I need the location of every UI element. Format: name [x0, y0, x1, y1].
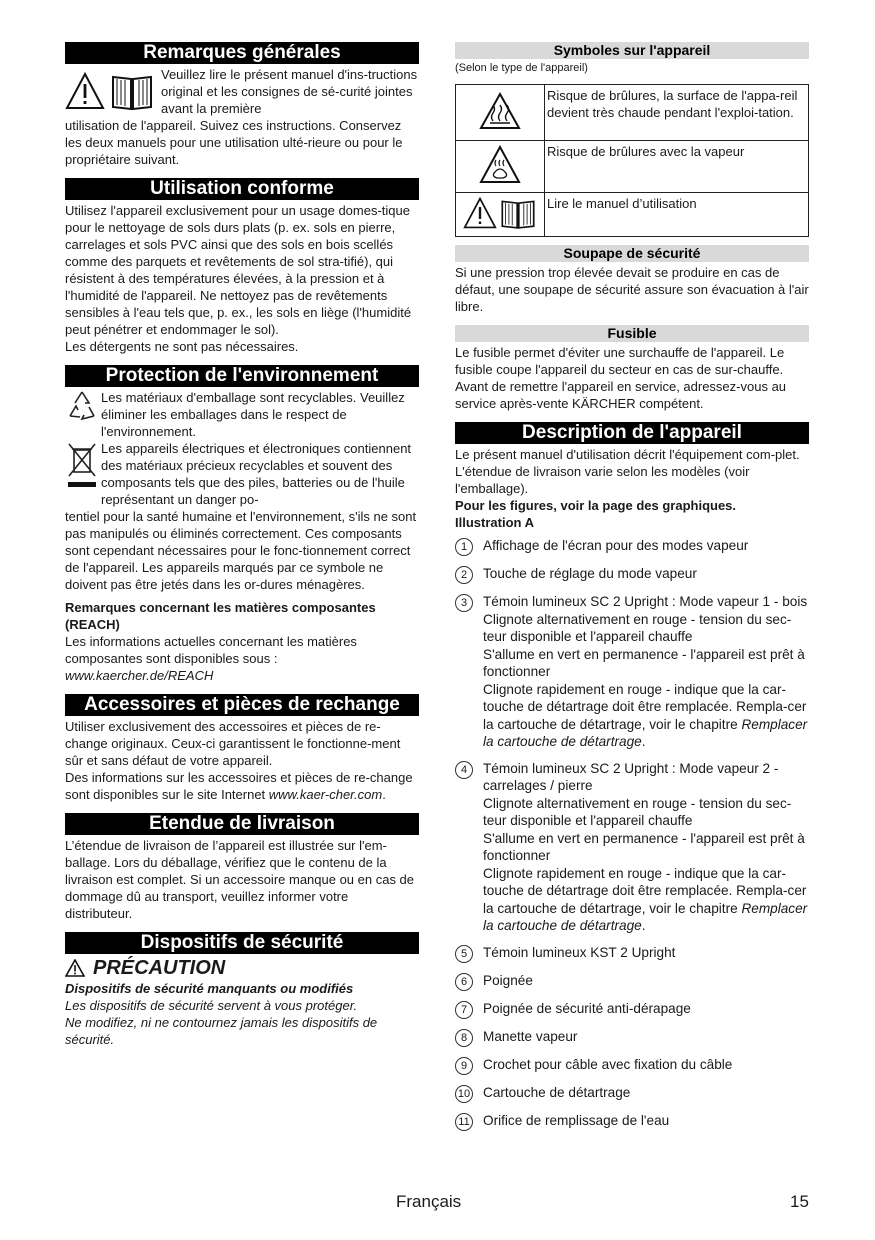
reach-link[interactable]: www.kaercher.de/REACH: [65, 668, 214, 683]
item-number: 8: [455, 1029, 473, 1047]
weee-rest-text: tentiel pour la santé humaine et l'environnement, s'ils ne sont pas manipulés ou éliminés correctement. Ces composants sont cependant nécessaires pour le fonc-tionnement correct de l'appareil. Les appareils marqués par ce symbole ne doivent pas être jetés dans les or-dures ménagères.: [65, 509, 417, 592]
item-number: 10: [455, 1085, 473, 1103]
list-item: 11 Orifice de remplissage de l'eau: [455, 1112, 809, 1131]
symbol-text-steam: Risque de brûlures avec la vapeur: [545, 141, 809, 193]
list-item: 3 Témoin lumineux SC 2 Upright : Mode vapeur 1 - bois Clignote alternativement en rouge - tension du sec-teur disponible et l'appareil chauffe S'allume en vert en permanence - l'appareil est prêt à fonctionner Clignote rapidement en rouge - indique que la car-touche de détartrage doit être remplacée. Rempla-cer la cartouche de détartrage, voir le chapitre Remplacer la cartouche de détartrage.: [455, 593, 809, 751]
hot-surface-icon: [478, 91, 522, 131]
list-item: 10 Cartouche de détartrage: [455, 1084, 809, 1103]
reach-title: Remarques concernant les matières composantes (REACH): [65, 600, 376, 632]
recycle-icon: [65, 389, 99, 423]
kaercher-link[interactable]: www.kaer-cher.com: [268, 787, 383, 802]
item-number: 3: [455, 594, 473, 612]
list-item: 5 Témoin lumineux KST 2 Upright: [455, 944, 809, 963]
list-item: 9 Crochet pour câble avec fixation du câble: [455, 1056, 809, 1075]
read-manual-icon: [109, 71, 155, 111]
fusible-p1: Le fusible permet d'éviter une surchauffe de l'appareil. Le fusible coupe l'appareil du secteur en cas de sur-chauffe.: [455, 345, 785, 377]
chapter-reference: Remplacer la cartouche de détartrage: [483, 900, 808, 933]
list-item: 4 Témoin lumineux SC 2 Upright : Mode vapeur 2 - carrelages / pierre Clignote alternativement en rouge - tension du sec-teur disponible et l'appareil chauffe S'allume en vert en permanence - l'appareil est prêt à fonctionner Clignote rapidement en rouge - indique que la car-touche de détartrage doit être remplacée. Rempla-cer la cartouche de détartrage, voir le chapitre Remplacer la cartouche de détartrage.: [455, 760, 809, 935]
utilisation-p2: Les détergents ne sont pas nécessaires.: [65, 339, 299, 354]
list-item: 7 Poignée de sécurité anti-dérapage: [455, 1000, 809, 1019]
fusible-p2: Avant de remettre l'appareil en service, adressez-vous au service après-vente KÄRCHER compétent.: [455, 379, 787, 411]
component-list: [455, 537, 809, 1131]
item-number: 4: [455, 761, 473, 779]
symbol-row: [456, 85, 809, 141]
section-title-accessoires: Accessoires et pièces de rechange: [65, 694, 419, 716]
recycle-row: [65, 389, 419, 440]
caution-triangle-icon: [65, 959, 85, 977]
description-illustration: Illustration A: [455, 515, 534, 530]
left-column: [65, 42, 419, 1048]
section-title-etendue: Etendue de livraison: [65, 813, 419, 835]
list-item: 8 Manette vapeur: [455, 1028, 809, 1047]
etendue-text: L’étendue de livraison de l’appareil est illustrée sur l'em-ballage. Lors du déballage, vérifiez que le contenu de la livraison est complet. Si un accessoire manque ou en cas de dommage dû au transport, veuillez informer votre distributeur.: [65, 838, 415, 921]
section-title-symboles: Symboles sur l'appareil: [455, 42, 809, 59]
section-title-remarques: Remarques générales: [65, 42, 419, 64]
weee-intro-text: Les appareils électriques et électroniques contiennent des matériaux précieux recyclables et souvent des composants tels que des piles, batteries ou de l'huile représentant un danger po-: [101, 441, 412, 507]
symbol-row: [456, 193, 809, 237]
section-title-environnement: Protection de l'environnement: [65, 365, 419, 387]
list-item: 2 Touche de réglage du mode vapeur: [455, 565, 809, 584]
reach-text: Les informations actuelles concernant les matières composantes sont disponibles sous : www.kaercher.de/REACH: [65, 634, 357, 683]
symbol-row: [456, 141, 809, 193]
warning-triangle-icon: [65, 71, 105, 111]
page-footer: [0, 1192, 875, 1216]
description-figures: Pour les figures, voir la page des graphiques.: [455, 498, 737, 513]
item-number: 2: [455, 566, 473, 584]
remarques-icons: [65, 66, 161, 116]
read-manual-icon: [499, 196, 537, 230]
item-number: 9: [455, 1057, 473, 1075]
symboles-note: (Selon le type de l'appareil): [455, 62, 588, 74]
remarques-intro-text: Veuillez lire le présent manuel d'ins-tructions original et les consignes de sé-curité jointes avant la première: [161, 67, 418, 116]
item-number: 7: [455, 1001, 473, 1019]
description-intro: Le présent manuel d'utilisation décrit l'équipement com-plet. L'étendue de livraison varie selon les modèles (voir l'emballage).: [455, 447, 800, 496]
warning-triangle-icon: [463, 196, 497, 230]
section-title-fusible: Fusible: [455, 325, 809, 342]
item-number: 5: [455, 945, 473, 963]
caution-line-2: Ne modifiez, ni ne contournez jamais les dispositifs de sécurité.: [65, 1015, 378, 1047]
list-item: 6 Poignée: [455, 972, 809, 991]
weee-row: [65, 440, 419, 508]
remarques-text: utilisation de l'appareil. Suivez ces instructions. Conservez les deux manuels pour une utilisation ulté-rieure ou pour le propriétaire suivant.: [65, 118, 403, 167]
section-title-soupape: Soupape de sécurité: [455, 245, 809, 262]
symbol-text-hot-surface: Risque de brûlures, la surface de l'appa-reil devient très chaude pendant l'exploi-tation.: [545, 85, 809, 141]
list-item: 1 Affichage de l'écran pour des modes vapeur: [455, 537, 809, 556]
remarques-intro: [65, 66, 419, 117]
caution-line-1: Les dispositifs de sécurité servent à vous protéger.: [65, 998, 358, 1013]
right-column: [455, 42, 809, 1140]
crossed-bin-icon: [65, 440, 99, 490]
symbols-table: [455, 84, 809, 237]
utilisation-p1: Utilisez l'appareil exclusivement pour un usage domes-tique pour le nettoyage de sols durs plats (p. ex. sols en pierre, carrelages et sols PVC ainsi que des sols en bois scellés comme des parquets et revêtements de sol stra-tifié), qui résistent à des températures élevées, à la pression et à l'humidité de l'appareil. Ne nettoyez pas de revêtements sensibles à l'eau tels que, p. ex., les sols en liège (l'humidité peut pénétrer et endommager le sol).: [65, 203, 412, 337]
recycle-text: Les matériaux d'emballage sont recyclables. Veuillez éliminer les emballages dans le respect de l'environnement.: [101, 390, 405, 439]
section-title-utilisation: Utilisation conforme: [65, 178, 419, 200]
page-number: 15: [790, 1192, 809, 1211]
section-title-description: Description de l'appareil: [455, 422, 809, 444]
soupape-text: Si une pression trop élevée devait se produire en cas de défaut, une soupape de sécurité assure son évacuation à l'air libre.: [455, 265, 809, 314]
item-number: 1: [455, 538, 473, 556]
section-title-securite: Dispositifs de sécurité: [65, 932, 419, 954]
steam-burn-icon: [478, 144, 522, 186]
accessoires-p1: Utiliser exclusivement des accessoires et pièces de re-change originaux. Ceux-ci garantissent le fonctionne-ment sûr et sans défaut de votre appareil.: [65, 719, 401, 768]
caution-label: PRÉCAUTION: [93, 957, 226, 979]
accessoires-p2: Des informations sur les accessoires et pièces de re-change sont disponibles sur le site Internet www.kaer-cher.com.: [65, 770, 413, 802]
caution-heading: [65, 956, 419, 980]
item-number: 11: [455, 1113, 473, 1131]
footer-language: Français: [396, 1192, 462, 1211]
item-number: 6: [455, 973, 473, 991]
chapter-reference: Remplacer la cartouche de détartrage: [483, 716, 808, 749]
caution-subtitle: Dispositifs de sécurité manquants ou modifiés: [65, 981, 354, 996]
symbol-text-manual: Lire le manuel d’utilisation: [545, 193, 809, 237]
